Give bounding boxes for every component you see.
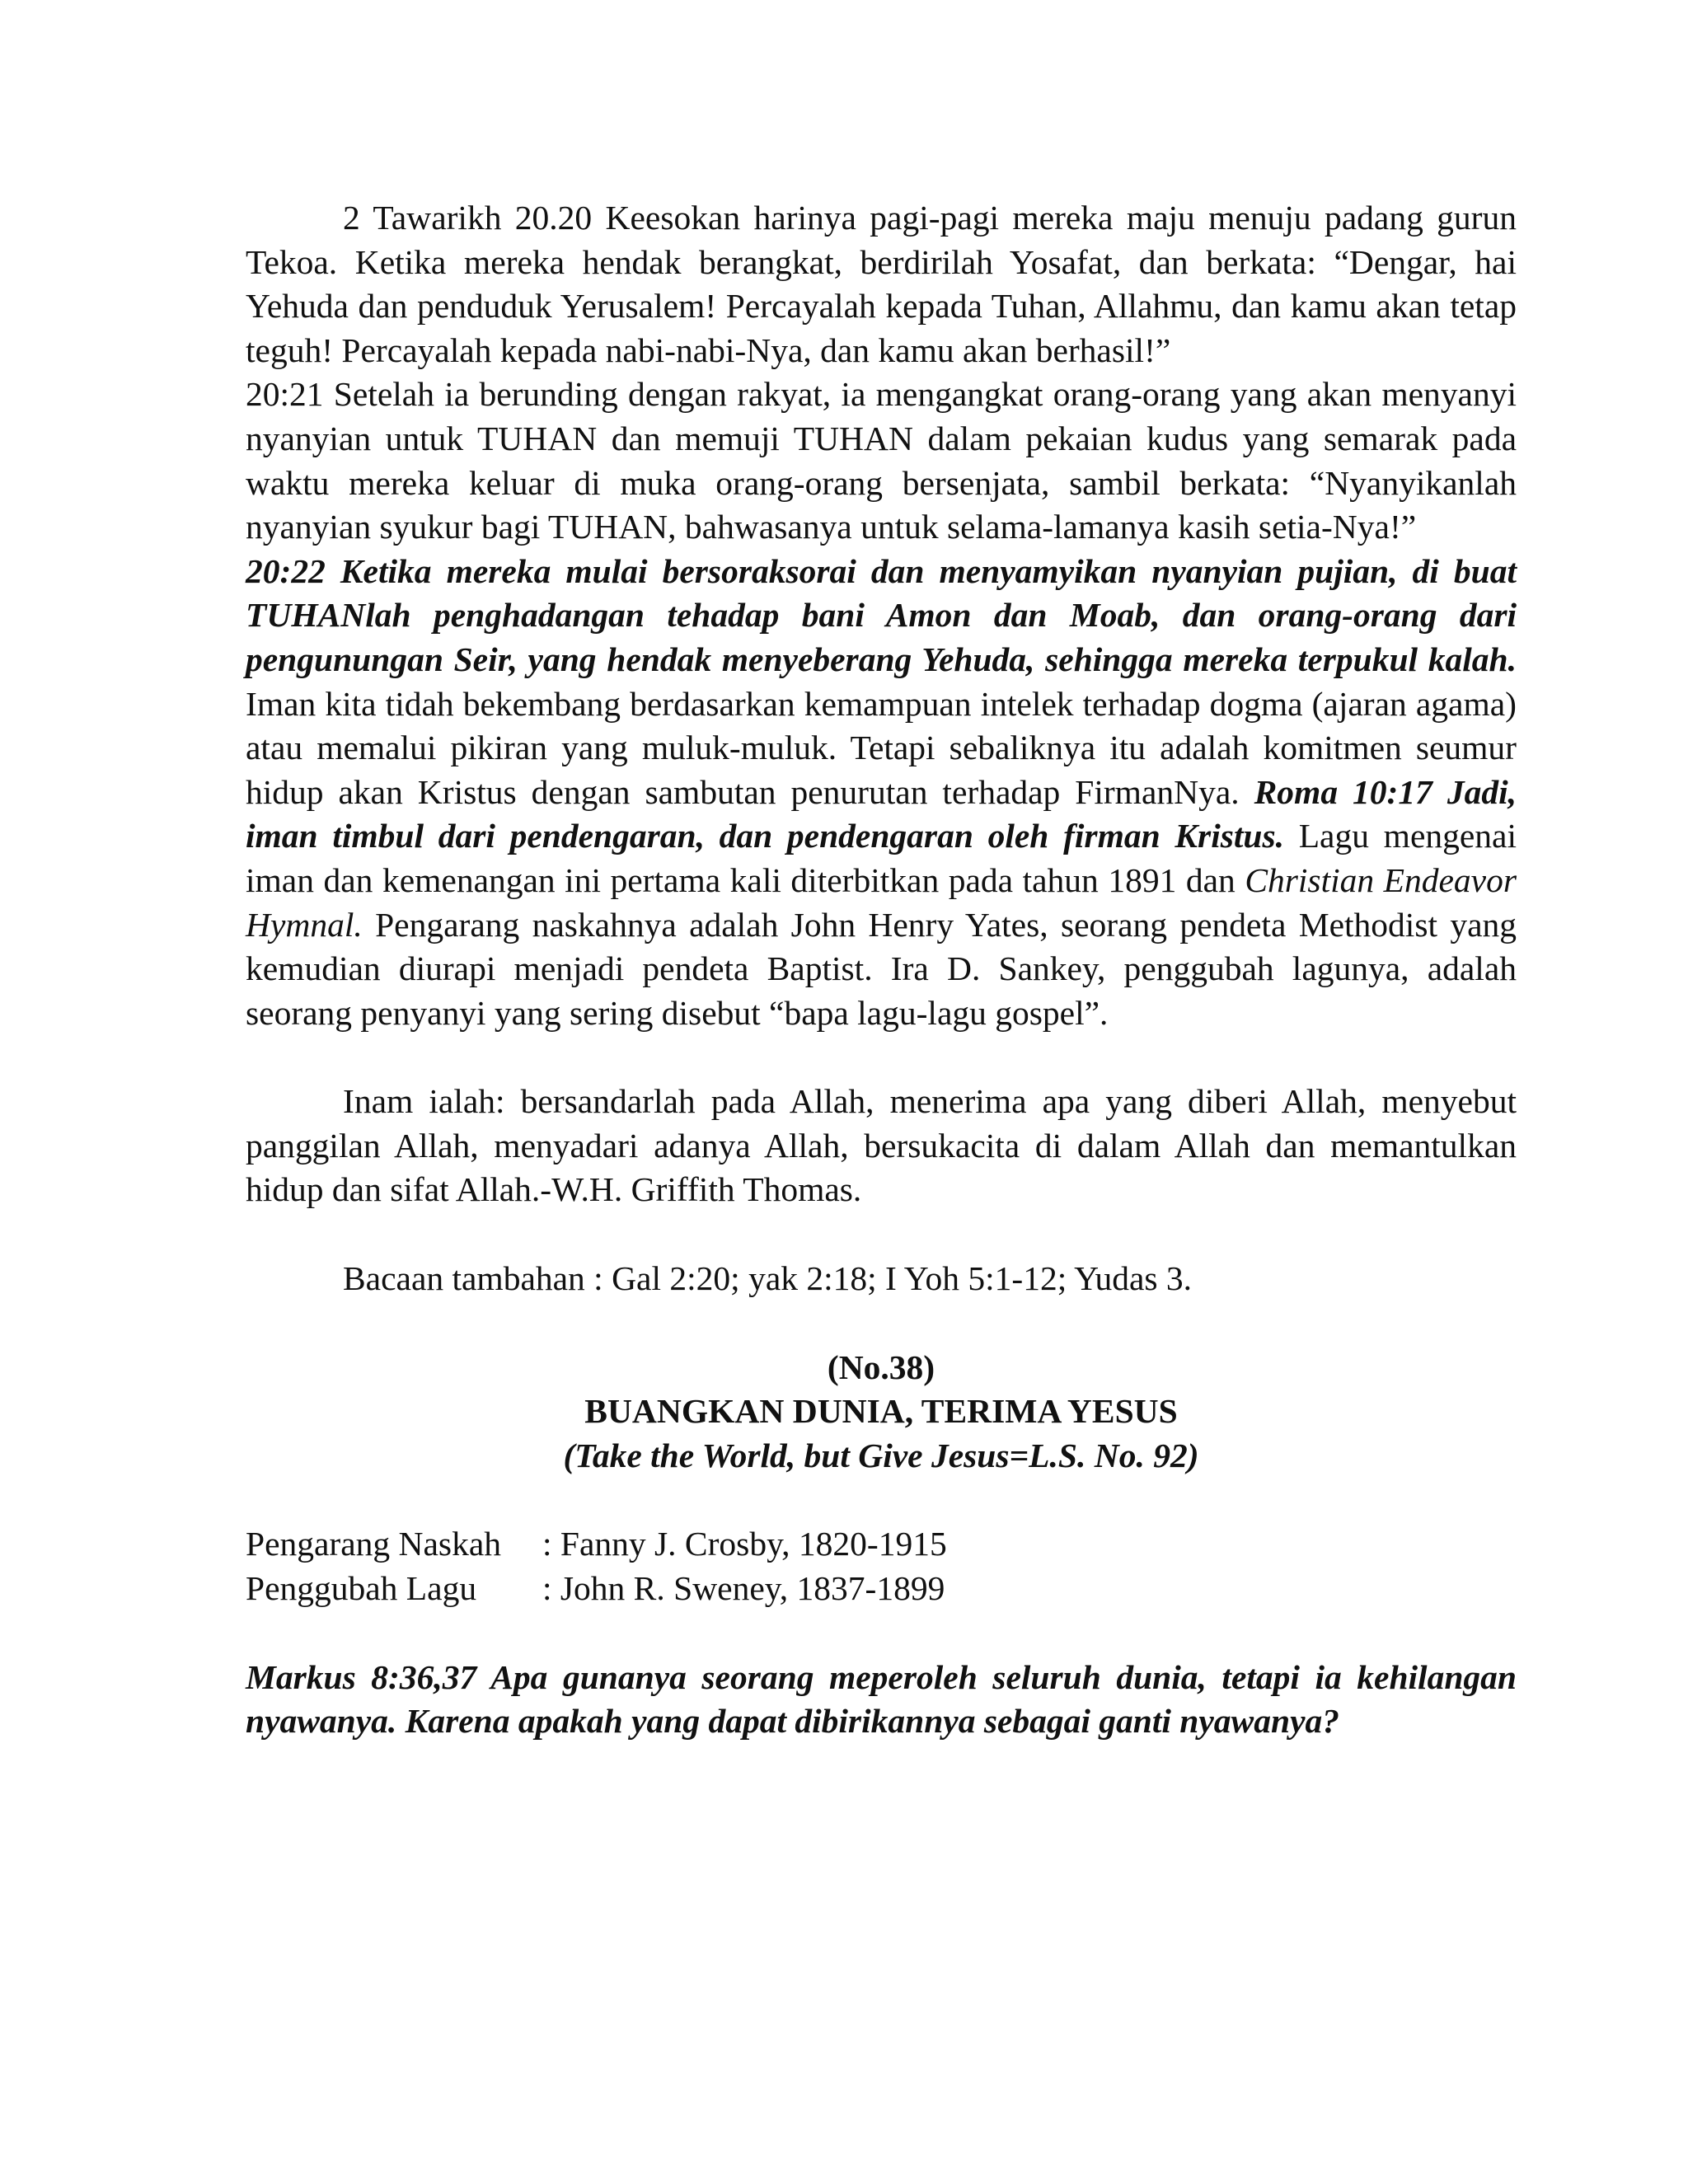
credit-lyricist-label: Pengarang Naskah [246,1525,501,1563]
document-page [246,196,1517,1744]
paragraph-text: Pengarang naskahnya adalah John Henry Yates, seorang pendeta Methodist yang kemudian diurapi menjadi pendeta Baptist. Ira D. Sankey, penggubah lagunya, adalah seorang penyanyi yang sering disebut “bapa lagu-lagu gospel”. [246,905,1517,1032]
paragraph-text: Bacaan tambahan : Gal 2:20; yak 2:18; I Yoh 5:1-12; Yudas 3. [343,1259,1193,1298]
hymn-title: BUANGKAN DUNIA, TERIMA YESUS [584,1392,1178,1431]
credit-lyricist-value: : Fanny J. Crosby, 1820-1915 [542,1525,947,1563]
paragraph-text: Lagu mengenai iman dan kemenangan ini pertama kali diterbitkan pada tahun 1891 dan [246,817,1517,899]
paragraph-text: 20:21 Setelah ia berunding dengan rakyat, ia mengangkat orang-orang yang akan menyanyi nyanyian untuk TUHAN dan memuji TUHAN dalam pekaian kudus yang semarak pada waktu mereka keluar di muka orang-orang bersenjata, sambil berkata: “Nyanyikanlah nyanyian syukur bagi TUHAN, bahwasanya untuk selama-lamanya kasih setia-Nya!” [246,375,1517,546]
spacer [246,1212,1517,1257]
spacer [246,1301,1517,1346]
paragraph-additional-reading [246,1257,1517,1301]
verse-quote-20-22: 20:22 Ketika mereka mulai bersoraksorai dan menyamyikan nyanyian pujian, di buat TUHANlah penghadangan tehadap bani Amon dan Moab, dan orang-orang dari pengunungan Seir, yang hendak menyeberang Yehuda, sehingga mereka terpukul kalah. [246,551,1517,678]
verse-markus [246,1656,1517,1744]
hymnal-title: Christian Endeavor Hymnal. [246,860,1517,944]
paragraph-text: 2 Tawarikh 20.20 Keesokan harinya pagi-pagi mereka maju menuju padang gurun Tekoa. Ketika mereka hendak berangkat, berdirilah Yosafat, dan berkata: “Dengar, hai Yehuda dan penduduk Yerusalem! Percayalah kepada Tuhan, Allahmu, dan kamu akan tetap teguh! Percayalah kepada nabi-nabi-Nya, dan kamu akan berhasil!” [246,199,1517,369]
spacer [246,1611,1517,1656]
credit-lyricist [246,1522,1517,1567]
credit-composer-value: : John R. Sweney, 1837-1899 [542,1569,945,1608]
paragraph-tawarikh-20-22 [246,550,1517,1036]
spacer [246,1478,1517,1522]
verse-quote-roma: Roma 10:17 Jadi, iman timbul dari pendengaran, dan pendengaran oleh firman Kristus. [246,772,1517,855]
credit-composer [246,1567,1517,1611]
hymn-subtitle: (Take the World, but Give Jesus=L.S. No. 92) [563,1436,1199,1474]
paragraph-text: Inam ialah: bersandarlah pada Allah, menerima apa yang diberi Allah, menyebut panggilan Allah, menyadari adanya Allah, bersukacita di dalam Allah dan memantulkan hidup dan sifat Allah.-W.H. Griffith Thomas. [246,1082,1517,1209]
paragraph-iman-definition [246,1080,1517,1212]
hymn-number: (No.38) [827,1347,935,1386]
paragraph-tawarikh-20-20 [246,196,1517,373]
credit-composer-label: Penggubah Lagu [246,1569,477,1608]
verse-text: Markus 8:36,37 Apa gunanya seorang meperoleh seluruh dunia, tetapi ia kehilangan nyawanya. Karena apakah yang dapat dibirikannya sebagai ganti nyawanya? [246,1657,1517,1741]
spacer [246,1035,1517,1080]
paragraph-tawarikh-20-21 [246,373,1517,549]
paragraph-text: Iman kita tidah bekembang berdasarkan kemampuan intelek terhadap dogma (ajaran agama) atau memalui pikiran yang muluk-muluk. Tetapi sebaliknya itu adalah komitmen seumur hidup akan Kristus dengan sambutan penurutan terhadap FirmanNya. [246,684,1517,811]
